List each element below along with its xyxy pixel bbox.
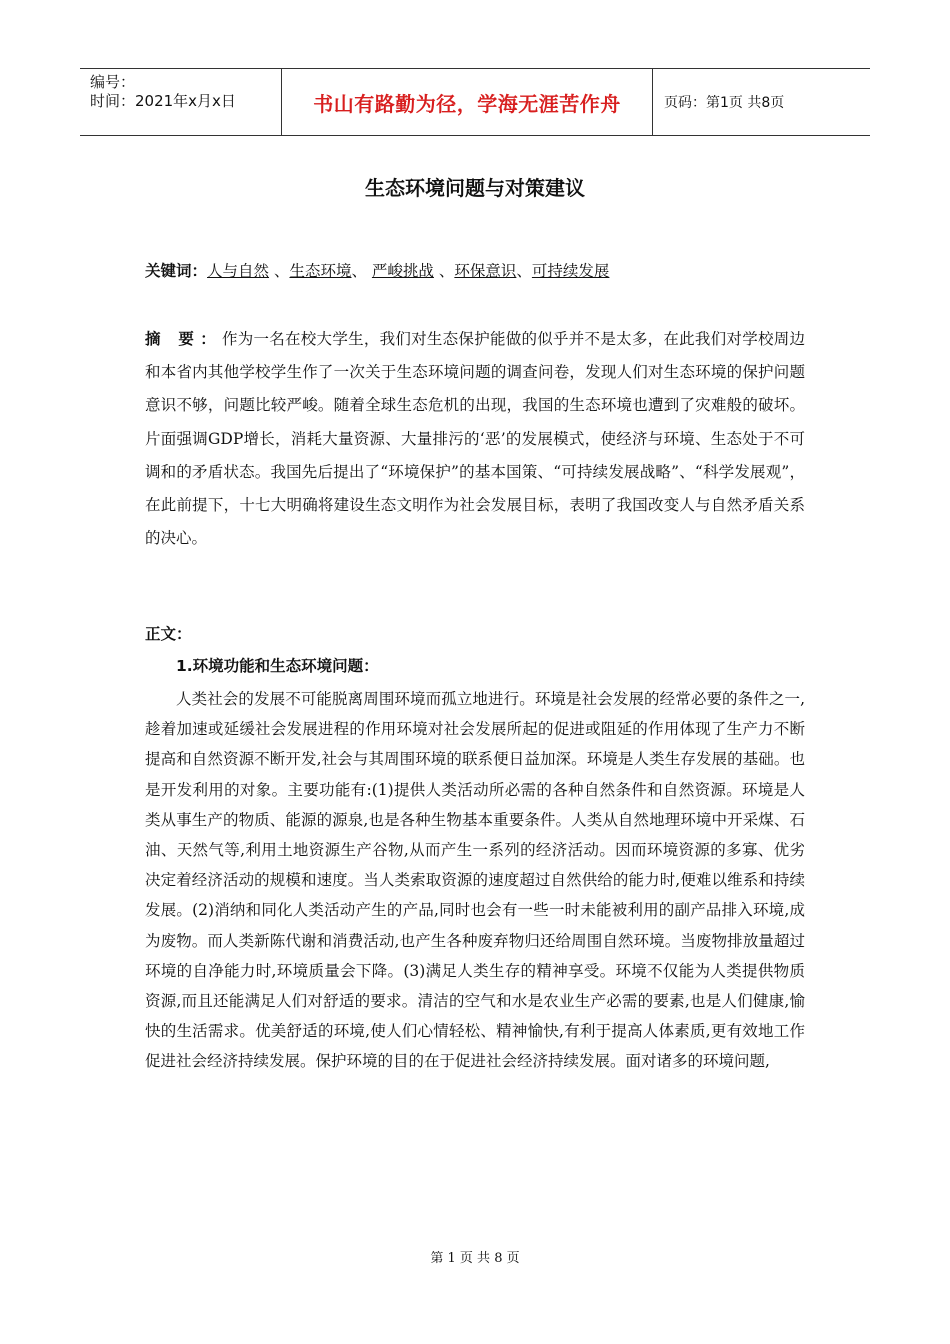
time-label: 时间：2021年x月x日 <box>90 92 236 110</box>
body-label: 正文： <box>145 625 192 643</box>
number-label: 编号： <box>90 73 136 91</box>
keyword-link[interactable]: 生态环境 <box>289 262 352 280</box>
keywords-line <box>145 259 609 281</box>
keywords-label: 关键词： <box>145 262 208 280</box>
header-meta <box>80 69 281 135</box>
keyword-link[interactable]: 可持续发展 <box>531 262 610 280</box>
header-page-code: 页码：第1页 共8页 <box>664 95 785 111</box>
document-title: 生态环境问题与对策建议 <box>365 176 585 200</box>
keyword-link[interactable]: 环保意识 <box>454 262 517 280</box>
keyword-separator: 、 <box>269 262 290 280</box>
page-footer: 第 1 页 共 8 页 <box>430 1251 520 1266</box>
abstract-label: 摘 要： <box>145 329 222 348</box>
abstract-paragraph <box>145 322 805 555</box>
keyword-separator: 、 <box>351 262 372 280</box>
header-motto: 书山有路勤为径，学海无涯苦作舟 <box>281 69 653 135</box>
document-header <box>80 68 870 136</box>
keyword-separator: 、 <box>433 262 455 280</box>
keyword-link[interactable]: 人与自然 <box>207 262 270 280</box>
section-heading: 1.环境功能和生态环境问题： <box>176 657 379 675</box>
body-paragraph: 人类社会的发展不可能脱离周围环境而孤立地进行。环境是社会发展的经常必要的条件之一,趁着加速或延缓社会发展进程的作用环境对社会发展所起的促进或阻延的作用体现了生产力不断提高和自然资源不断开发,社会与其周围环境的联系便日益加深。环境是人类生存发展的基础。也是开发利用的对象。主要功能有:(1)提供人类活动所必需的各种自然条件和自然资源。环境是人类从事生产的物质、能源的源泉,也是各种生物基本重要条件。人类从自然地理环境中开采煤、石油、天然气等,利用土地资源生产谷物,从而产生一系列的经济活动。因而环境资源的多寡、优劣决定着经济活动的规模和速度。当人类索取资源的速度超过自然供给的能力时,便难以维系和持续发展。(2)消纳和同化人类活动产生的产品,同时也会有一些一时未能被利用的副产品排入环境,成为废物。而人类新陈代谢和消费活动,也产生各种废弃物归还给周围自然环境。当废物排放量超过环境的自净能力时,环境质量会下降。(3)满足人类生存的精神享受。环境不仅能为人类提供物质资源,而且还能满足人们对舒适的要求。清洁的空气和水是农业生产必需的要素,也是人们健康,愉快的生活需求。优美舒适的环境,使人们心情轻松、精神愉快,有利于提高人体素质,更有效地工作促进社会经济持续发展。保护环境的目的在于促进社会经济持续发展。面对诸多的环境问题, <box>145 690 805 1071</box>
abstract-text: 作为一名在校大学生，我们对生态保护能做的似乎并不是太多，在此我们对学校周边和本省内其他学校学生作了一次关于生态环境问题的调查问卷，发现人们对生态环境的保护问题意识不够，问题比较严峻。随着全球生态危机的出现，我国的生态环境也遭到了灾难般的破坏。片面强调GDP增长，消耗大量资源、大量排污的‘恶’的发展模式，使经济与环境、生态处于不可调和的矛盾状态。我国先后提出了“环境保护”的基本国策、“可持续发展战略”、“科学发展观”，在此前提下，十七大明确将建设生态文明作为社会发展目标，表明了我国改变人与自然矛盾关系的决心。 <box>145 330 805 548</box>
keyword-separator: 、 <box>516 262 532 280</box>
keyword-link[interactable]: 严峻挑战 <box>371 262 434 280</box>
